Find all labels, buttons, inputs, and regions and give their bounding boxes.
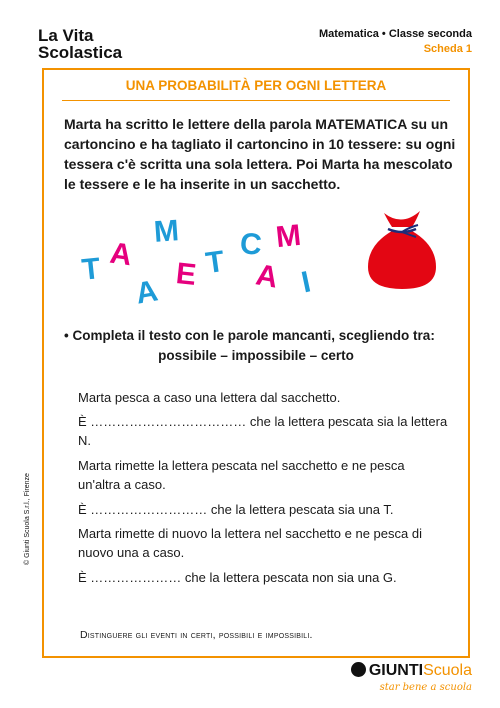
brand-name-part1: GIUNTI: [368, 662, 424, 679]
exercise-line: È ………………… che la lettera pescata non sia una G.: [78, 570, 397, 585]
word-options: possibile – impossibile – certo: [158, 348, 354, 363]
intro-text: Marta ha scritto le lettere della parola MATEMATICA su un cartoncino e ha tagliato il cartoncino in 10 tessere: su ogni tessera c'è scritta una sola lettera. Poi Marta ha mescolato le tessere e le ha inserite in un sacchetto.: [64, 116, 456, 192]
exercise-line: È ……………………… che la lettera pescata sia una T.: [78, 502, 394, 517]
publisher-brand: [351, 662, 472, 693]
learning-objective: Distinguere gli eventi in certi, possibili e impossibili.: [80, 629, 313, 641]
letter-tile: E: [174, 257, 198, 292]
letter-tile: T: [203, 244, 227, 281]
letter-tile: I: [298, 265, 314, 300]
logo-line-1: La Vita: [38, 26, 94, 45]
letter-tile: A: [253, 258, 281, 295]
copyright-notice: © Giunti Scuola S.r.l., Firenze: [24, 473, 31, 565]
letter-tile: T: [80, 252, 102, 287]
exercise-line: Marta rimette la lettera pescata nel sacchetto e ne pesca un'altra a caso.: [78, 458, 405, 492]
sheet-label: Scheda 1: [423, 43, 472, 55]
letter-tile: M: [152, 214, 181, 249]
worksheet-card: [42, 68, 470, 658]
letter-tile: M: [274, 218, 303, 255]
subject-label: Matematica • Classe seconda: [318, 28, 472, 40]
letter-tile: C: [238, 227, 263, 262]
giunti-logo-icon: [351, 662, 366, 677]
logo: [38, 27, 122, 61]
letter-tile: A: [133, 274, 161, 311]
letter-tile: A: [107, 236, 134, 273]
exercise-line: Marta pesca a caso una lettera dal sacchetto.: [78, 390, 341, 405]
exercise-line: È ……………………………… che la lettera pescata sia la lettera N.: [78, 414, 448, 448]
exercise-line: Marta rimette di nuovo la lettera nel sacchetto e ne pesca di nuovo una a caso.: [78, 526, 422, 560]
logo-line-2: Scolastica: [38, 43, 123, 62]
brand-name: [351, 662, 472, 680]
header-info: [319, 27, 472, 57]
brand-tagline: star bene a scuola: [379, 682, 472, 693]
instruction-text: • Completa il testo con le parole mancanti, scegliendo tra:: [64, 328, 435, 343]
brand-name-part2: Scuola: [423, 662, 472, 679]
bag-icon: [362, 205, 442, 295]
worksheet-title: UNA PROBABILITÀ PER OGNI LETTERA: [125, 78, 387, 93]
